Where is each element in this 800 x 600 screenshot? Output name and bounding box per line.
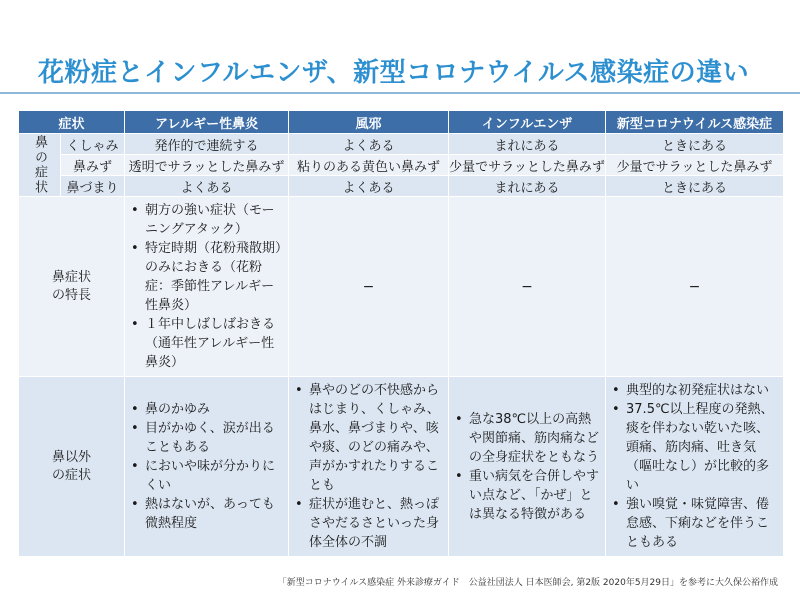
cell-stuffy-covid: ときにある	[606, 176, 784, 197]
list-item: • 朝方の強い症状（モーニングアタック）	[145, 201, 282, 239]
header-influenza: インフルエンザ	[449, 111, 606, 134]
header-symptom: 症状	[19, 111, 125, 134]
cell-other-allergy	[125, 377, 289, 557]
row-runny-nose	[19, 155, 784, 176]
list-item: • 37.5℃以上程度の発熱、痰を伴わない乾いた咳、頭痛、筋肉痛、吐き気（嘔吐なし）が比較的多い	[626, 400, 777, 495]
list-item: • においや味が分かりにくい	[145, 457, 282, 495]
list-item: • 典型的な初発症状はない	[626, 381, 777, 400]
row-nasal-features	[19, 197, 784, 377]
source-citation: 「新型コロナウイルス感染症 外来診療ガイド 公益社団法人 日本医師会, 第2版 2020年5月29日」を参考に大久保公裕作成	[277, 578, 778, 588]
title-divider	[0, 92, 800, 94]
cell-other-flu	[449, 377, 606, 557]
list-item: • 特定時期（花粉飛散期）のみにおきる（花粉症：季節性アレルギー性鼻炎）	[145, 239, 282, 315]
cell-features-cold: −	[289, 197, 449, 377]
page-title: 花粉症とインフルエンザ、新型コロナウイルス感染症の違い	[38, 58, 750, 88]
cell-features-allergy	[125, 197, 289, 377]
row-label-other-symptoms: 鼻以外 の症状	[19, 377, 125, 557]
cell-runny-allergy: 透明でサラッとした鼻みず	[125, 155, 289, 176]
row-other-symptoms	[19, 377, 784, 557]
list-item: • 症状が進むと、熱っぽさやだるさといった身体全体の不調	[309, 495, 442, 552]
row-label-sneeze: くしゃみ	[61, 134, 125, 155]
row-label-runny-nose: 鼻みず	[61, 155, 125, 176]
list-item: • 急な38℃以上の高熱や関節痛、筋肉痛などの全身症状をともなう	[469, 410, 599, 467]
list-item: • １年中しばしばおきる（通年性アレルギー性鼻炎）	[145, 315, 282, 372]
cell-sneeze-allergy: 発作的で連続する	[125, 134, 289, 155]
comparison-table	[18, 110, 784, 557]
row-label-nasal-features: 鼻症状 の特長	[19, 197, 125, 377]
cell-other-cold	[289, 377, 449, 557]
cell-sneeze-covid: ときにある	[606, 134, 784, 155]
cell-sneeze-flu: まれにある	[449, 134, 606, 155]
header-cold: 風邪	[289, 111, 449, 134]
header-row	[19, 111, 784, 134]
header-covid19: 新型コロナウイルス感染症	[606, 111, 784, 134]
list-item: • 鼻やのどの不快感からはじまり、くしゃみ、鼻水、鼻づまりや、咳や痰、のどの痛みや、声がかすれたりすることも	[309, 381, 442, 495]
list-item: • 熱はないが、あっても微熱程度	[145, 495, 282, 533]
cell-runny-cold: 粘りのある黄色い鼻みず	[289, 155, 449, 176]
cell-sneeze-cold: よくある	[289, 134, 449, 155]
list-item: • 目がかゆく、涙が出ることもある	[145, 419, 282, 457]
nose-symptoms-group-label: 鼻の症状	[19, 134, 61, 197]
list-item: • 重い病気を合併しやすい点など、「かぜ」とは異なる特徴がある	[469, 467, 599, 524]
cell-stuffy-cold: よくある	[289, 176, 449, 197]
cell-stuffy-flu: まれにある	[449, 176, 606, 197]
list-item: • 強い嗅覚・味覚障害、倦怠感、下痢などを伴うこともある	[626, 495, 777, 552]
list-item: • 鼻のかゆみ	[145, 400, 282, 419]
cell-features-covid: −	[606, 197, 784, 377]
cell-runny-covid: 少量でサラッとした鼻みず	[606, 155, 784, 176]
cell-stuffy-allergy: よくある	[125, 176, 289, 197]
row-sneeze	[19, 134, 784, 155]
cell-runny-flu: 少量でサラッとした鼻みず	[449, 155, 606, 176]
header-allergic-rhinitis: アレルギー性鼻炎	[125, 111, 289, 134]
row-label-stuffy-nose: 鼻づまり	[61, 176, 125, 197]
cell-features-flu: −	[449, 197, 606, 377]
cell-other-covid	[606, 377, 784, 557]
row-stuffy-nose	[19, 176, 784, 197]
